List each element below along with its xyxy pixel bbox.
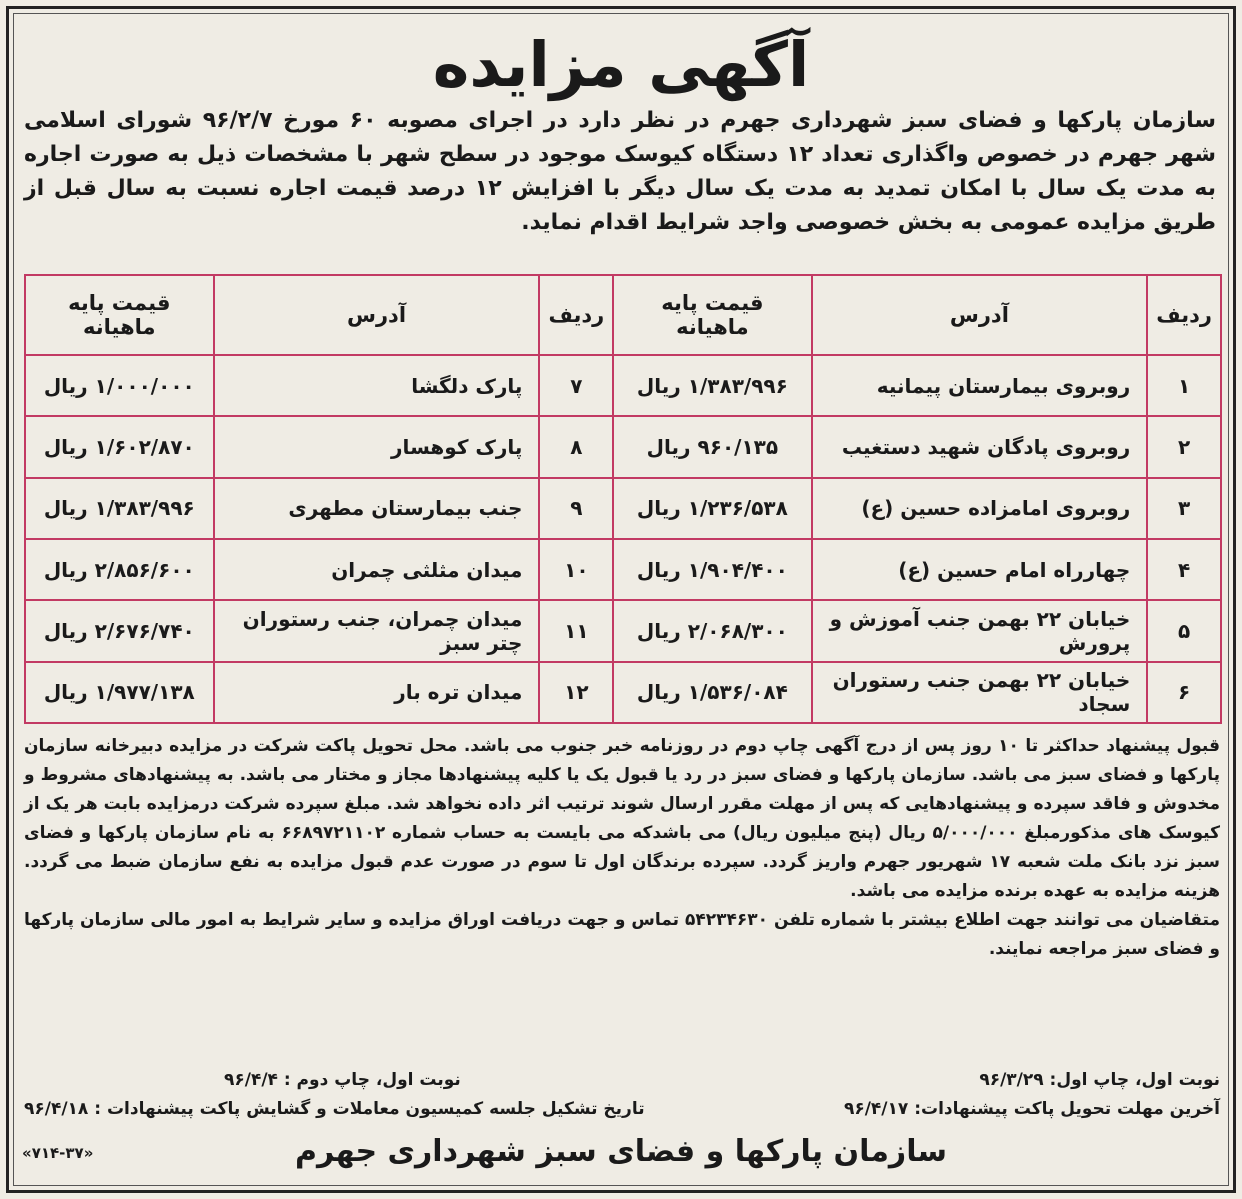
issuer-signature: سازمان پارکها و فضای سبز شهرداری جهرم — [295, 1134, 947, 1169]
price-cell: ۱/۰۰۰/۰۰۰ ریال — [25, 355, 214, 416]
intro-paragraph: سازمان پارکها و فضای سبز شهرداری جهرم در نظر دارد در اجرای مصوبه ۶۰ مورخ ۹۶/۲/۷ شورای اسلامی شهر جهرم در خصوص واگذاری تعداد ۱۲ دستگاه کیوسک موجود در سطح شهر با مشخصات ذیل به صورت اجاره به مدت یک سال با امکان تمدید به مدت یک سال دیگر با افزایش ۱۲ درصد قیمت اجاره نسبت به سال قبل از طریق مزایده عمومی به بخش خصوصی واجد شرایط اقدام نماید. — [24, 108, 1217, 235]
price-cell: ۱/۳۸۳/۹۹۶ ریال — [613, 355, 811, 416]
address-cell: روبروی پادگان شهید دستغیب — [812, 416, 1148, 477]
deadline-date: آخرین مهلت تحویل پاکت پیشنهادات: ۹۶/۴/۱۷ — [843, 1099, 1220, 1119]
address-cell: خیابان ۲۲ بهمن جنب آموزش و پرورش — [812, 600, 1148, 661]
price-cell: ۱/۲۳۶/۵۳۸ ریال — [613, 478, 811, 539]
ad-title: آگهی مزایده — [432, 28, 810, 101]
price-cell: ۲/۸۵۶/۶۰۰ ریال — [25, 539, 214, 600]
row-number: ۱۲ — [539, 662, 613, 723]
header-address: آدرس — [812, 275, 1148, 355]
contact-paragraph: متقاضیان می توانند جهت اطلاع بیشتر با شماره تلفن ۵۴۲۳۴۶۳۰ تماس و جهت دریافت اوراق مزایده و سایر شرایط به امور مالی سازمان پارکها و فضای سبز مراجعه نمایند. — [24, 910, 1220, 959]
price-cell: ۱/۶۰۲/۸۷۰ ریال — [25, 416, 214, 477]
first-print-date: نوبت اول، چاپ اول: ۹۶/۳/۲۹ — [979, 1070, 1220, 1090]
row-number: ۱ — [1147, 355, 1221, 416]
row-number: ۱۱ — [539, 600, 613, 661]
price-cell: ۱/۳۸۳/۹۹۶ ریال — [25, 478, 214, 539]
table-header-row — [25, 275, 1221, 355]
address-cell: روبروی بیمارستان پیمانیه — [812, 355, 1148, 416]
row-number: ۹ — [539, 478, 613, 539]
header-row-number: ردیف — [539, 275, 613, 355]
dates-block — [24, 1066, 1220, 1124]
address-cell: روبروی امامزاده حسین (ع) — [812, 478, 1148, 539]
price-cell: ۹۶۰/۱۳۵ ریال — [613, 416, 811, 477]
row-number: ۱۰ — [539, 539, 613, 600]
table-row — [25, 600, 1221, 661]
table-row — [25, 416, 1221, 477]
price-cell: ۲/۰۶۸/۳۰۰ ریال — [613, 600, 811, 661]
address-cell: پارک کوهسار — [214, 416, 540, 477]
address-cell: میدان مثلثی چمران — [214, 539, 540, 600]
row-number: ۵ — [1147, 600, 1221, 661]
table-row — [25, 355, 1221, 416]
price-cell: ۱/۹۰۴/۴۰۰ ریال — [613, 539, 811, 600]
header-address: آدرس — [214, 275, 540, 355]
table-row — [25, 539, 1221, 600]
kiosk-table — [24, 274, 1222, 724]
ad-code: «۷۱۴-۳۷» — [22, 1144, 94, 1162]
address-cell: پارک دلگشا — [214, 355, 540, 416]
address-cell: میدان تره بار — [214, 662, 540, 723]
header-price: قیمت پایه ماهیانه — [613, 275, 811, 355]
row-number: ۷ — [539, 355, 613, 416]
address-cell: میدان چمران، جنب رستوران چتر سبز — [214, 600, 540, 661]
address-cell: چهارراه امام حسین (ع) — [812, 539, 1148, 600]
header-row-number: ردیف — [1147, 275, 1221, 355]
opening-date: تاریخ تشکیل جلسه کمیسیون معاملات و گشایش پاکت پیشنهادات : ۹۶/۴/۱۸ — [24, 1099, 645, 1119]
address-cell: خیابان ۲۲ بهمن جنب رستوران سجاد — [812, 662, 1148, 723]
table-row — [25, 662, 1221, 723]
row-number: ۸ — [539, 416, 613, 477]
second-print-date: نوبت اول، چاپ دوم : ۹۶/۴/۴ — [224, 1070, 461, 1090]
row-number: ۴ — [1147, 539, 1221, 600]
price-cell: ۱/۹۷۷/۱۳۸ ریال — [25, 662, 214, 723]
price-cell: ۱/۵۳۶/۰۸۴ ریال — [613, 662, 811, 723]
price-cell: ۲/۶۷۶/۷۴۰ ریال — [25, 600, 214, 661]
conditions-text — [24, 732, 1220, 964]
header-price: قیمت پایه ماهیانه — [25, 275, 214, 355]
table-row — [25, 478, 1221, 539]
address-cell: جنب بیمارستان مطهری — [214, 478, 540, 539]
row-number: ۲ — [1147, 416, 1221, 477]
conditions-paragraph: قبول پیشنهاد حداکثر تا ۱۰ روز پس از درج آگهی چاپ دوم در روزنامه خبر جنوب می باشد. محل تحویل پاکت شرکت در مزایده دبیرخانه سازمان پارکها و فضای سبز می باشد. سازمان پارکها و فضای سبز در رد یا قبول یک یا کلیه پیشنهادها مجاز و مختار می باشد. به پیشنهادهای مشروط و مخدوش و فاقد سپرده و پیشنهادهایی که پس از مهلت مقرر ارسال شوند ترتیب اثر داده نخواهد شد. مبلغ سپرده شرکت درمزایده بابت هر یک از کیوسک های مذکورمبلغ ۵/۰۰۰/۰۰۰ ریال (پنج میلیون ریال) می باشدکه می بایست به حساب شماره ۶۶۸۹۷۲۱۱۰۲ به نام سازمان پارکها و فضای سبز نزد بانک ملت شعبه ۱۷ شهریور جهرم واریز گردد. سپرده برندگان اول تا سوم در صورت عدم قبول مزایده به نفع سازمان ضبط می گردد. هزینه مزایده به عهده برنده مزایده می باشد. — [24, 736, 1220, 901]
row-number: ۶ — [1147, 662, 1221, 723]
row-number: ۳ — [1147, 478, 1221, 539]
